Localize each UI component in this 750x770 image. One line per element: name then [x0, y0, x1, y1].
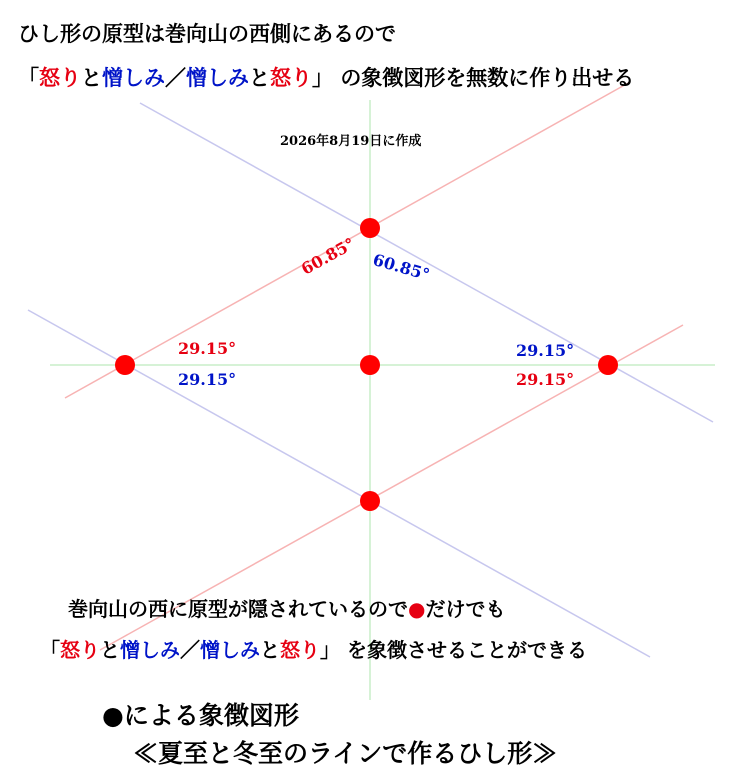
angle-label-top-right: 60.85° [370, 250, 432, 285]
header-line-2 [18, 62, 634, 92]
header-word-anger-1: 怒り [39, 65, 81, 90]
center-dot [360, 355, 380, 375]
footer-word-anger-2: 怒り [280, 638, 320, 662]
angle-label-right-upper: 29.15° [516, 341, 575, 360]
footer-word-anger-1: 怒り [60, 638, 100, 662]
bottom-vertex-dot [360, 491, 380, 511]
footer-word-hatred-1: 憎しみ [120, 638, 180, 662]
caption-subtitle: ≪夏至と冬至のラインで作るひし形≫ [133, 739, 558, 768]
footer-conj-1: と [100, 638, 120, 662]
header-word-hatred-2: 憎しみ [186, 65, 249, 90]
angle-label-top-left: 60.85° [298, 233, 359, 279]
header-word-anger-2: 怒り [270, 65, 312, 90]
angle-label-right-lower: 29.15° [516, 370, 575, 389]
right-vertex-dot [598, 355, 618, 375]
header-open-bracket: 「 [18, 65, 39, 90]
creation-date: 2026年8月19日に作成 [280, 134, 422, 149]
angle-label-left-lower: 29.15° [178, 370, 237, 389]
header-word-hatred-1: 憎しみ [102, 65, 165, 90]
footer-line-2 [40, 634, 587, 663]
header-conj-2: と [249, 65, 270, 90]
footer-close-bracket: 」 [320, 638, 340, 662]
inline-red-dot: ● [408, 597, 426, 621]
footer-line-1-a: 巻向山の西に原型が隠されているので [68, 597, 408, 621]
left-vertex-dot [115, 355, 135, 375]
footer-open-bracket: 「 [40, 638, 60, 662]
footer-line-1-b: だけでも [425, 597, 506, 621]
header-separator: ／ [165, 65, 186, 90]
footer-line-1 [68, 593, 505, 622]
caption-title: ●による象徴図形 [102, 701, 299, 730]
footer-separator: ／ [180, 638, 200, 662]
footer-word-hatred-2: 憎しみ [200, 638, 260, 662]
angle-label-left-upper: 29.15° [178, 339, 237, 358]
header-line-1: ひし形の原型は巻向山の西側にあるので [18, 21, 396, 46]
header-line-2-rest: の象徴図形を無数に作り出せる [340, 65, 635, 90]
top-vertex-dot [360, 218, 380, 238]
footer-line-2-rest: を象徴させることができる [346, 638, 587, 662]
footer-conj-2: と [260, 638, 280, 662]
header-close-bracket: 」 [312, 65, 333, 90]
header-conj-1: と [81, 65, 102, 90]
